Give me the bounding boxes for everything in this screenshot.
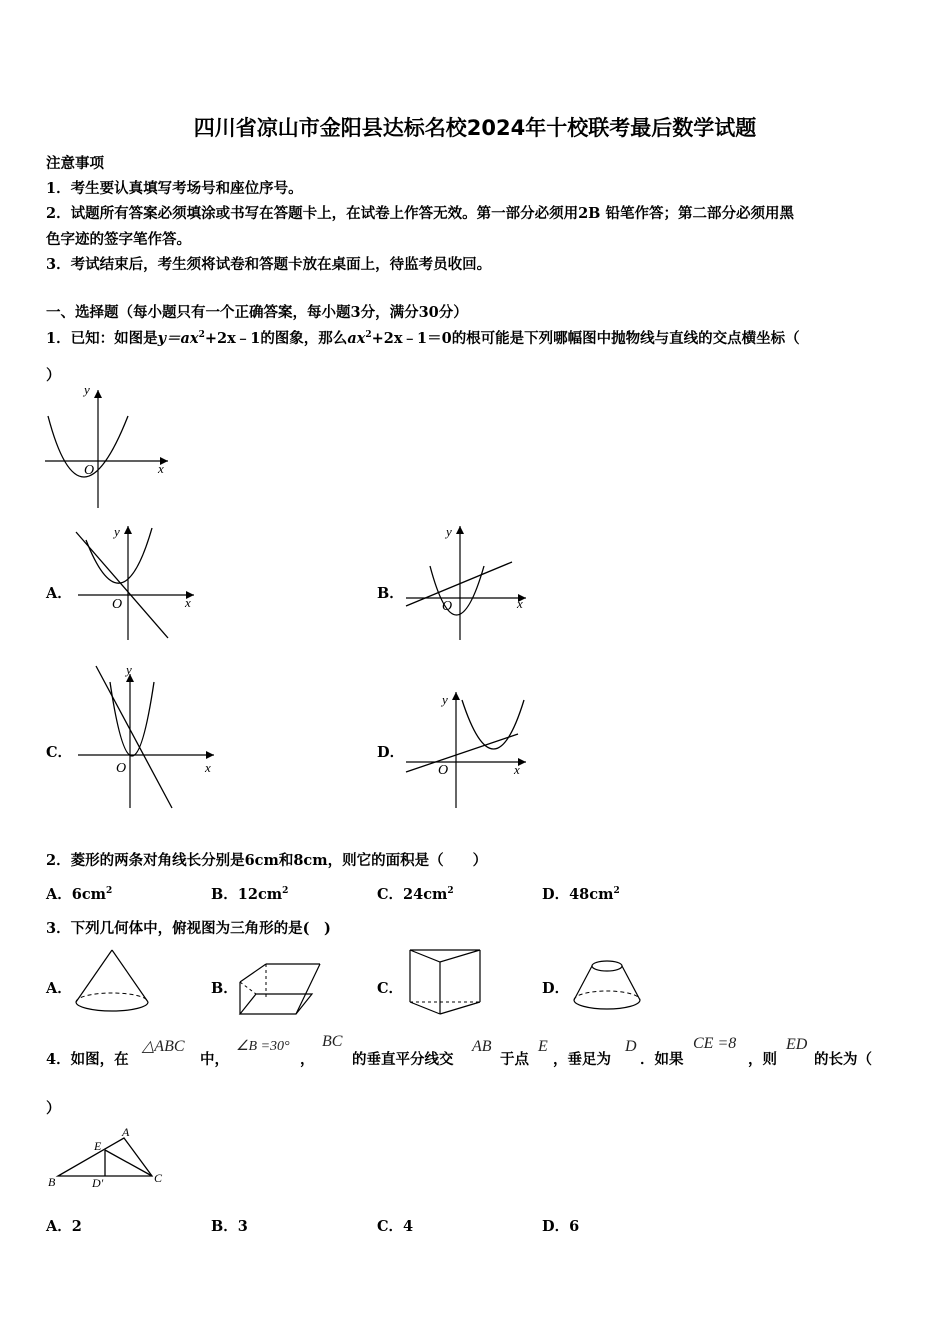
x-axis-label: x [158,461,164,476]
q4-triangle-figure [44,1124,174,1192]
svg-text:x: x [517,596,523,611]
q2-option-b[interactable]: B．$12cm^2$ [211,886,289,903]
svg-text:O: O [116,761,127,776]
q3-option-a[interactable]: A． [46,980,72,997]
q4-bc: BC [322,1033,343,1050]
q4-prefix: 4．如图，在 [46,1051,129,1068]
q3-option-d[interactable]: D． [542,980,570,997]
q4-ab: AB [472,1038,492,1055]
q4-chuizu: ，垂足为 [553,1051,611,1068]
svg-text:x: x [205,760,211,775]
svg-text:x: x [514,762,520,777]
cone-icon [72,946,154,1018]
triangular-prism-icon [406,946,484,1018]
svg-text:A: A [122,1125,130,1139]
question-1-text: 1．已知：如图是$y=ax^2+2x﹣1$的图象，那么$ax^2+2x﹣1=0$的根可能是下列哪幅图中抛物线与直线的交点横坐标（ [46,330,800,347]
q4-ze: ，则 [748,1051,777,1068]
question-3-text: 3．下列几何体中，俯视图为三角形的是( ) [46,920,331,937]
svg-text:y: y [446,524,452,539]
q4-ruguo: ．如果 [640,1051,684,1068]
notice-item-2: 2．试题所有答案必须填涂或书写在答题卡上，在试卷上作答无效。第一部分必须用2B 铅笔作答；第二部分必须用黑 [46,205,794,222]
q4-close: ） [46,1100,61,1117]
q4-ce: CE =8 [693,1035,737,1052]
q2-option-c[interactable]: C．$24cm^2$ [377,886,454,903]
svg-text:x: x [185,595,191,610]
svg-text:O: O [112,597,123,612]
q3-option-b[interactable]: B． [211,980,238,997]
question-1-graph [40,388,175,513]
q3-option-c[interactable]: C． [377,980,404,997]
q4-angle: ∠B =30° [236,1039,290,1054]
q4-yudian: 于点 [500,1051,529,1068]
q4-triangle: △ABC [142,1038,185,1055]
q4-option-c[interactable]: C．4 [377,1218,414,1235]
notice-item-2-cont: 色字迹的签字笔作答。 [46,231,191,248]
q4-perp: 的垂直平分线交 [352,1051,454,1068]
q2-option-a[interactable]: A．$6cm^2$ [46,886,113,903]
q4-option-a[interactable]: A．2 [46,1218,82,1235]
q4-option-b[interactable]: B．3 [211,1218,248,1235]
q4-d: D [625,1038,637,1055]
q2-option-d[interactable]: D．$48cm^2$ [542,886,620,903]
origin-label: O [84,463,95,478]
svg-text:B: B [48,1175,56,1189]
q4-ed: ED [786,1036,808,1053]
svg-text:y: y [114,524,120,539]
svg-text:O: O [438,763,449,778]
frustum-icon [570,956,644,1018]
section-heading: 一、选择题（每小题只有一个正确答案，每小题3分，满分30分） [46,304,468,321]
q1-option-d-graph [400,688,535,810]
notice-item-3: 3．考试结束后，考生须将试卷和答题卡放在桌面上，待监考员收回。 [46,256,492,273]
svg-text:y: y [442,692,448,707]
q1-option-a[interactable]: A． [46,585,72,602]
q1-option-c-graph [72,662,222,812]
q4-tail: 的长为（ [814,1051,872,1068]
q4-e: E [538,1038,548,1055]
svg-text:E: E [94,1139,102,1153]
q4-option-d[interactable]: D．6 [542,1218,580,1235]
notice-heading: 注意事项 [46,155,104,172]
question-2-text: 2．菱形的两条对角线长分别是6cm和8cm，则它的面积是（ ） [46,852,488,869]
q1-option-b-graph [400,522,535,642]
question-1-close: ） [46,367,61,384]
q4-zhong: 中， [200,1051,229,1068]
notice-item-1: 1．考生要认真填写考场号和座位序号。 [46,180,303,197]
svg-text:C: C [154,1171,163,1185]
svg-text:D': D' [92,1176,104,1190]
q1-option-d[interactable]: D． [377,744,405,761]
svg-text:y: y [126,662,132,677]
svg-text:O: O [442,599,453,614]
parallelepiped-icon [236,960,326,1016]
q1-option-a-graph [72,522,202,642]
q1-option-c[interactable]: C． [46,744,73,761]
y-axis-label: y [84,388,90,397]
page-title: 四川省凉山市金阳县达标名校2024年十校联考最后数学试题 [193,116,757,140]
q4-comma: ， [300,1051,315,1068]
q1-option-b[interactable]: B． [377,585,404,602]
